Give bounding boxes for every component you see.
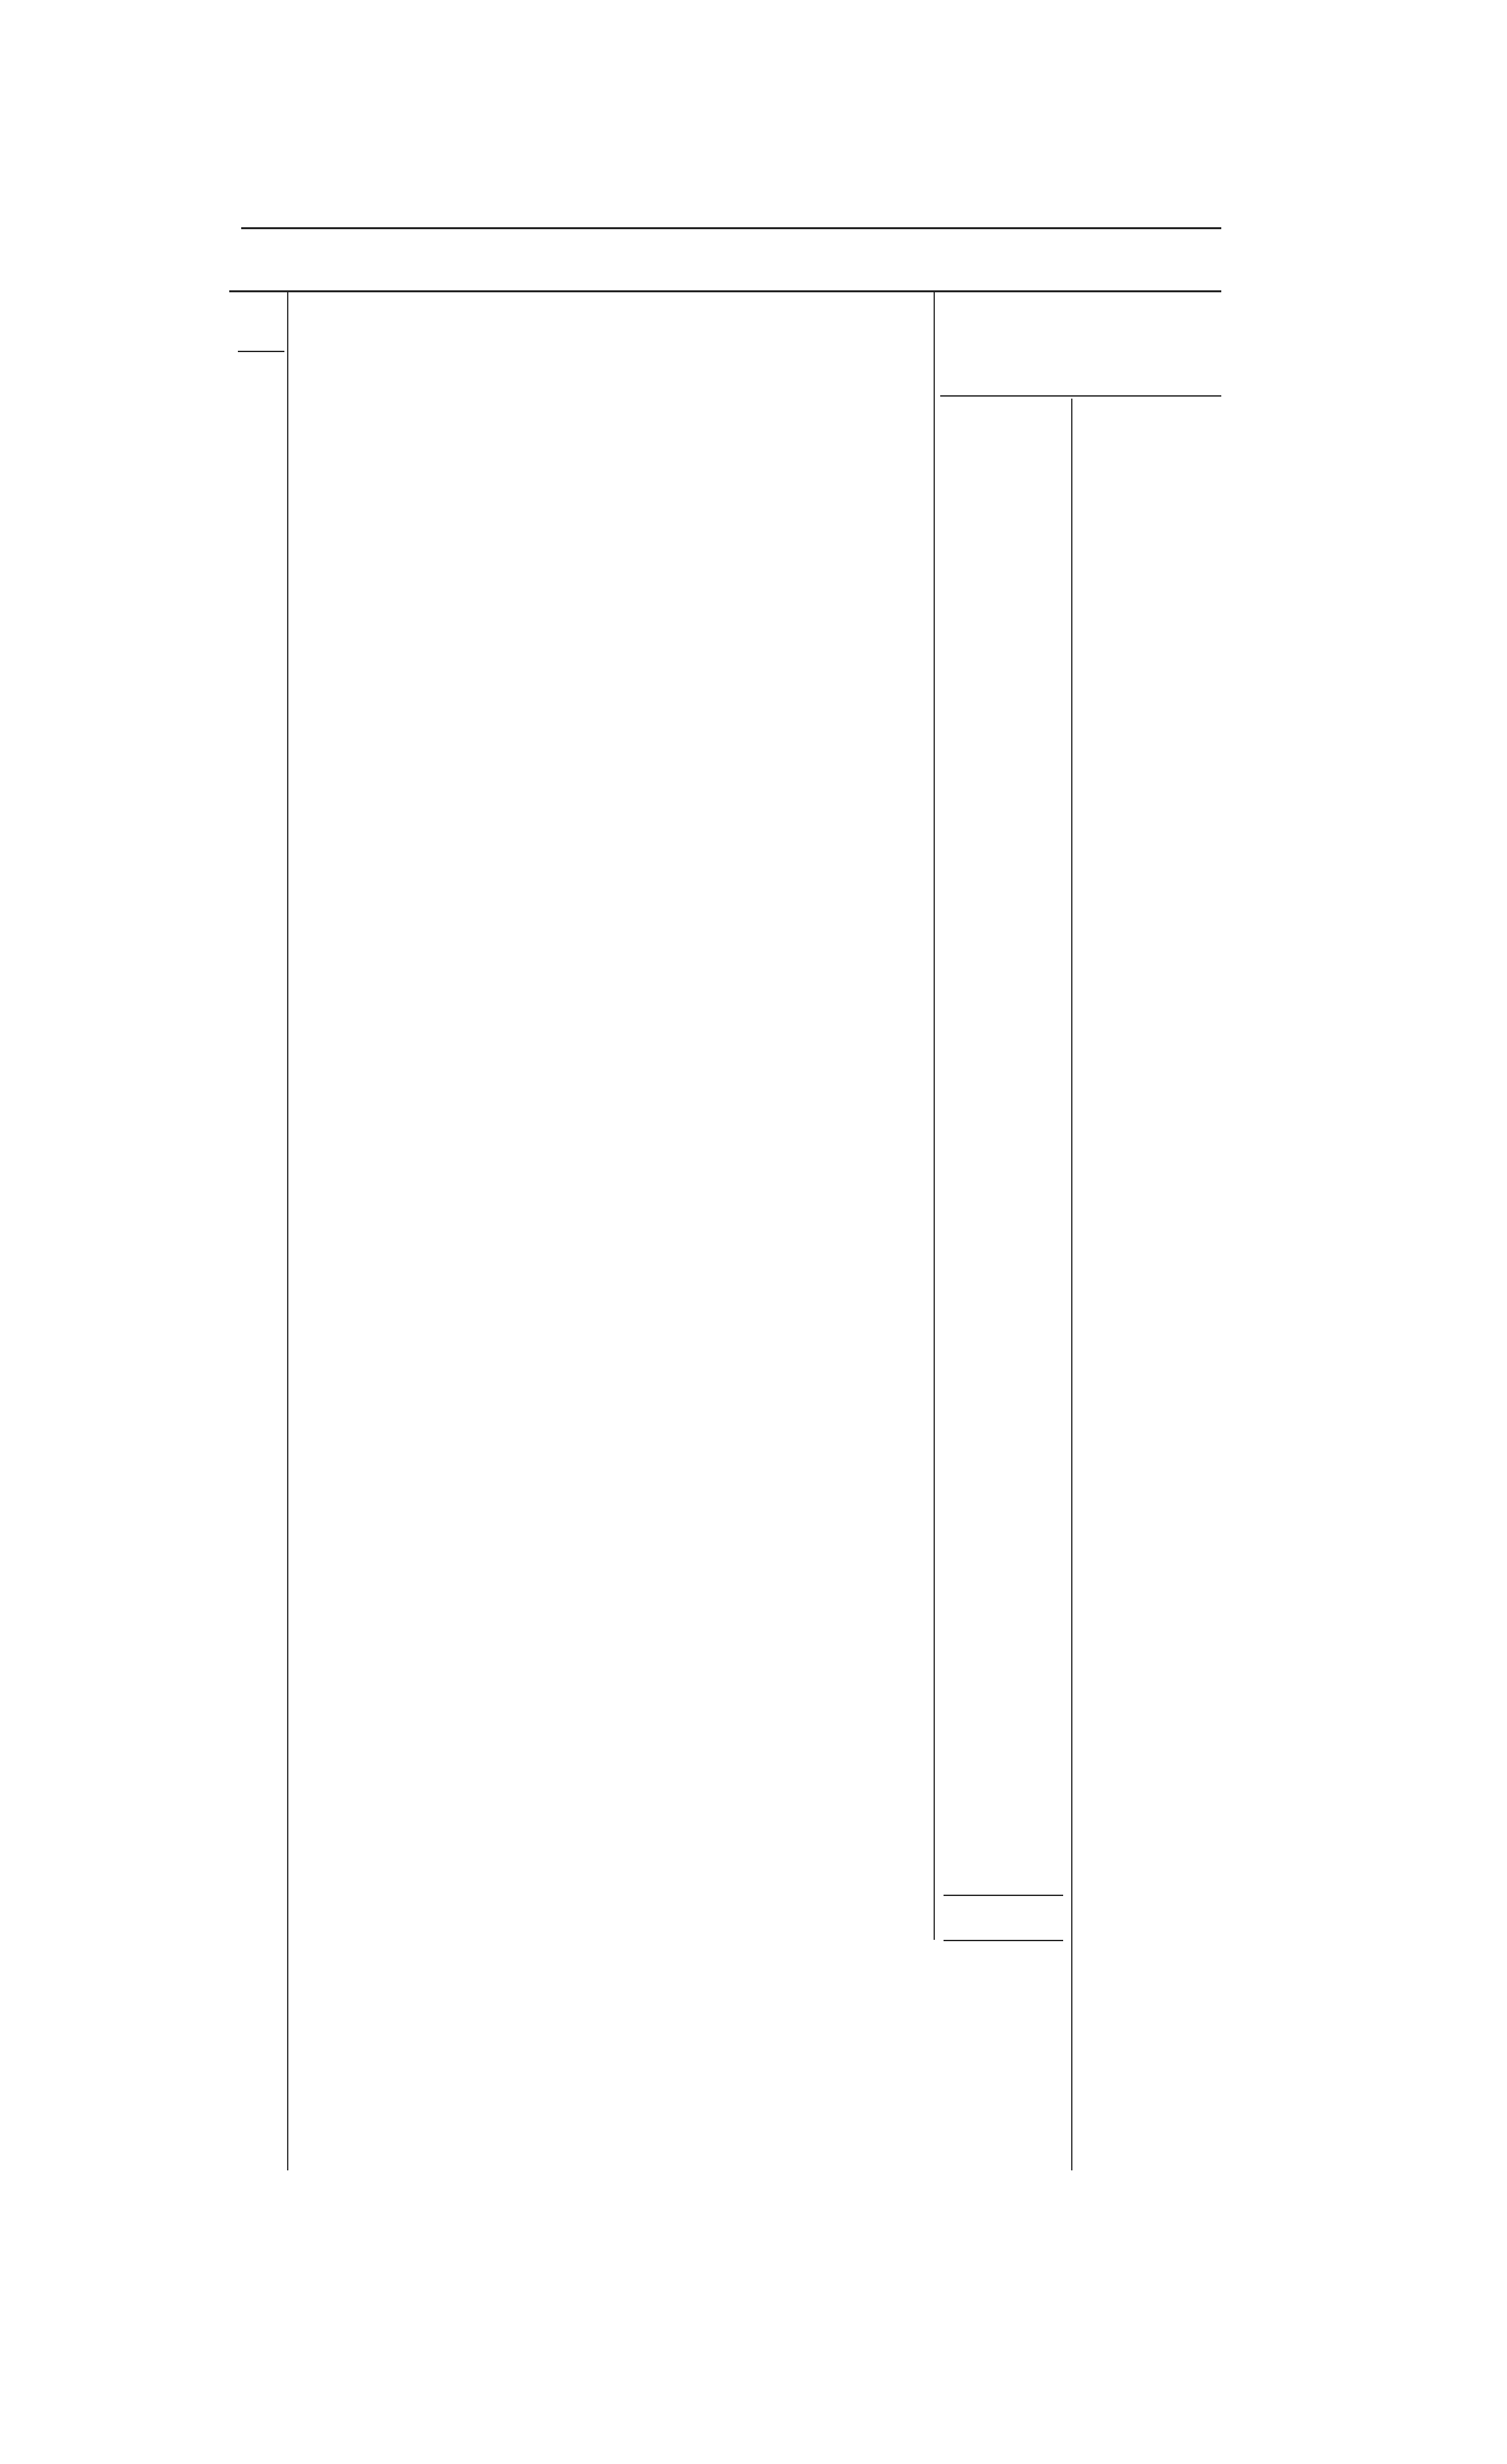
total-bottom-rule (944, 1940, 1063, 1941)
item-column-divider (287, 292, 288, 2170)
item-header-underline (238, 351, 284, 352)
table-top-rule (229, 290, 1221, 292)
title-rule (241, 227, 1221, 229)
amount-column-divider (1071, 399, 1072, 2170)
total-top-rule (944, 1895, 1063, 1896)
year-underline (940, 395, 1221, 397)
location-column-divider (934, 292, 935, 1940)
